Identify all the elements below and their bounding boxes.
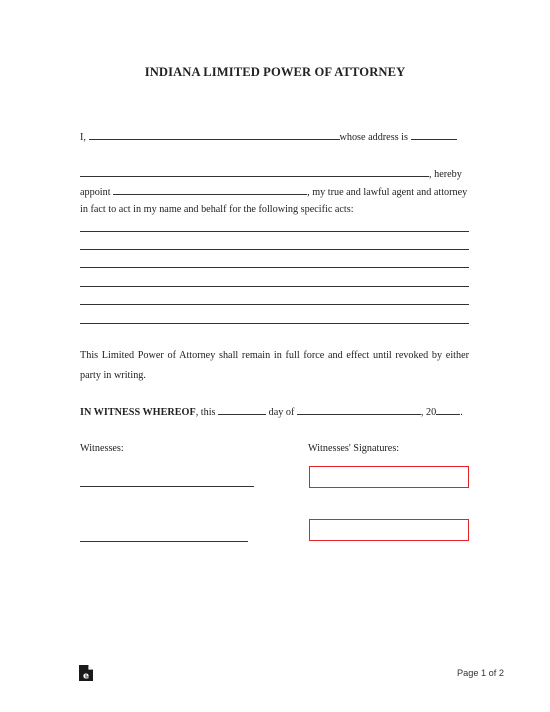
witness-name-line-1[interactable] <box>80 486 254 487</box>
grantor-line <box>80 130 457 143</box>
grantor-name-field[interactable] <box>89 130 340 140</box>
grantor-prefix: I, <box>80 132 86 143</box>
specific-acts-intro: in fact to act in my name and behalf for the following specific acts: <box>80 204 354 215</box>
specific-acts-line[interactable] <box>80 231 469 232</box>
witness-this-text: , this <box>195 407 216 418</box>
document-title: INDIANA LIMITED POWER OF ATTORNEY <box>144 65 406 79</box>
address-line <box>80 167 462 180</box>
agent-name-field[interactable] <box>113 185 307 195</box>
year-prefix-text: , 20 <box>420 407 437 418</box>
month-field[interactable] <box>297 405 421 415</box>
witness-name-line-2[interactable] <box>80 541 248 542</box>
svg-text:e: e <box>82 671 90 682</box>
witness-signature-field-1[interactable] <box>309 466 469 488</box>
witness-whereof-heading: IN WITNESS WHEREOF <box>80 407 196 418</box>
specific-acts-line[interactable] <box>80 323 469 324</box>
eforms-logo-icon <box>78 664 94 682</box>
hereby-text: , hereby <box>429 169 462 180</box>
witness-whereof-line <box>80 405 463 418</box>
page-number: Page 1 of 2 <box>457 668 504 678</box>
witness-end-period: . <box>460 407 463 418</box>
witness-signature-field-2[interactable] <box>309 519 469 541</box>
specific-acts-line[interactable] <box>80 267 469 268</box>
appoint-line <box>80 185 467 198</box>
specific-acts-line[interactable] <box>80 286 469 287</box>
specific-acts-line[interactable] <box>80 304 469 305</box>
day-of-text: day of <box>268 407 295 418</box>
address-label: whose address is <box>339 132 408 143</box>
appoint-text: appoint <box>80 187 111 198</box>
agent-text: , my true and lawful agent and attorney <box>307 187 468 198</box>
duration-paragraph: This Limited Power of Attorney shall remain in full force and effect until revoked by either party in writing. <box>80 350 469 381</box>
witnesses-signatures-label: Witnesses' Signatures: <box>308 443 400 454</box>
day-field[interactable] <box>218 405 266 415</box>
specific-acts-line[interactable] <box>80 249 469 250</box>
year-field[interactable] <box>436 405 460 415</box>
witnesses-label: Witnesses: <box>80 443 124 454</box>
address-field[interactable] <box>80 167 429 177</box>
address-field-start[interactable] <box>411 130 457 140</box>
